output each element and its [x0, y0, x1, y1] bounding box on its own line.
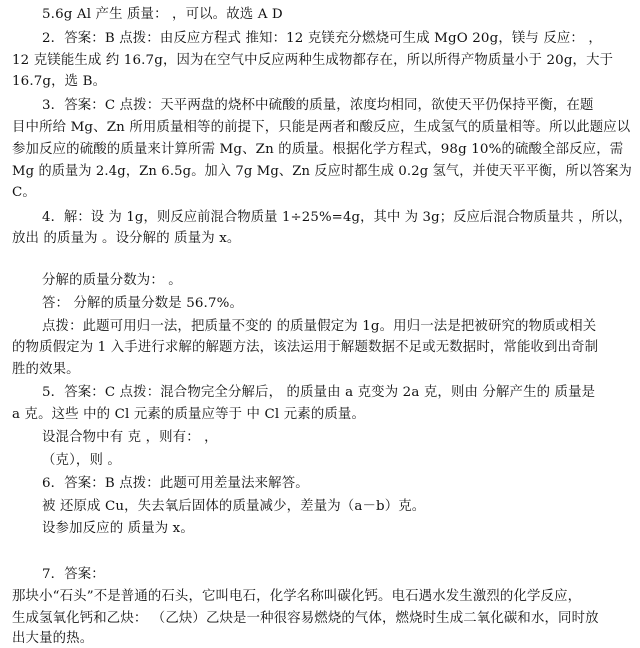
text-line: 3．答案：C 点拨：天平两盘的烧杯中硫酸的质量，浓度均相同，欲使天平仍保持平衡，在题	[42, 98, 594, 113]
text-line: 设混合物中有 克 ，则有： ，	[42, 430, 218, 445]
text-line: 放出 的质量为 。设分解的 质量为 x。	[12, 231, 241, 246]
text-line: 出大量的热。	[12, 631, 94, 646]
text-line: 被 还原成 Cu，失去氧后固体的质量减少，差量为（a－b）克。	[42, 499, 426, 514]
text-line: 4．解：设 为 1g，则反应前混合物质量 1÷25%=4g，其中 为 3g；反应后混合物质量共 ，所以，	[42, 210, 632, 225]
text-line: 5．答案：C 点拨：混合物完全分解后， 的质量由 a 克变为 2a 克，则由 分解产生的 质量是	[42, 385, 596, 400]
text-line: 参加反应的硫酸的质量来计算所需 Mg、Zn 的质量。根据化学方程式，98g 10%的硫酸全部反应，需	[12, 142, 624, 157]
text-line: 6．答案：B 点拨：此题可用差量法来解答。	[42, 476, 309, 491]
text-line: 16.7g，选 B。	[12, 74, 107, 89]
text-line: 那块小“石头”不是普通的石头，它叫电石，化学名称叫碳化钙。电石遇水发生激烈的化学反应，	[12, 589, 582, 604]
text-line: （克），则 。	[42, 453, 121, 468]
text-line: C。	[12, 185, 36, 200]
text-line: 分解的质量分数为： 。	[42, 273, 182, 288]
text-line: 5.6g Al 产生 质量： ，可以。故选 A D	[42, 7, 283, 22]
text-line: a 克。这些 中的 Cl 元素的质量应等于 中 Cl 元素的质量。	[12, 407, 365, 422]
text-line: 目中所给 Mg、Zn 所用质量相等的前提下，只能是两者和酸反应，生成氢气的质量相等。所以此题应以	[12, 120, 631, 135]
text-line: 设参加反应的 质量为 x。	[42, 521, 194, 536]
text-line: 点拨：此题可用归一法，把质量不变的 的质量假定为 1g。用归一法是把被研究的物质或相关	[42, 319, 597, 334]
text-line: 胜的效果。	[12, 362, 80, 377]
text-line: 7．答案：	[42, 567, 105, 582]
text-line: 12 克镁能生成 约 16.7g，因为在空气中反应两种生成物都存在，所以所得产物质量小于 20g，大于	[12, 53, 614, 68]
text-line: 生成氢氧化钙和乙炔： （乙炔）乙炔是一种很容易燃烧的气体，燃烧时生成二氧化碳和水，同时放	[12, 611, 599, 626]
text-line: Mg 的质量为 2.4g，Zn 6.5g。加入 7g Mg、Zn 反应时都生成 0.2g 氢气，并使天平平衡，所以答案为	[12, 164, 632, 179]
text-line: 答： 分解的质量分数是 56.7%。	[42, 296, 244, 311]
text-line: 2．答案：B 点拨：由反应方程式 推知：12 克镁充分燃烧可生成 MgO 20g，镁与 反应： ，	[42, 31, 602, 46]
text-line: 的物质假定为 1 入手进行求解的解题方法，该法运用于解题数据不足或无数据时，常能收到出奇制	[12, 340, 599, 355]
